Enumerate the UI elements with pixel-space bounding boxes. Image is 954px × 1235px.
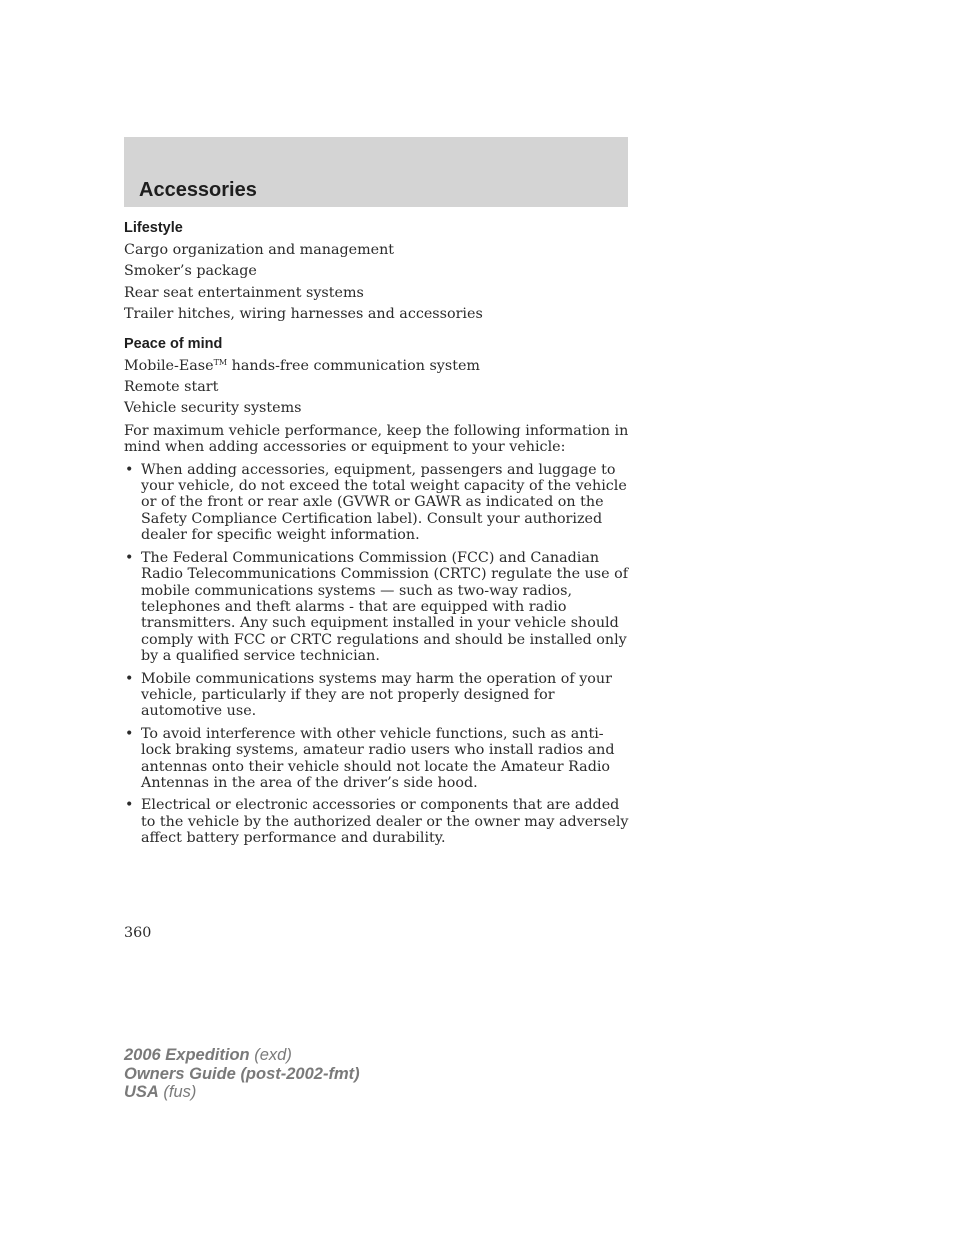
bullet-item xyxy=(124,550,630,665)
bullet-item xyxy=(124,462,630,544)
guidance-bullet-list xyxy=(124,462,630,847)
page-number: 360 xyxy=(124,925,152,941)
footer-line-guide xyxy=(124,1065,360,1084)
bullet-item xyxy=(124,671,630,720)
section-header-band xyxy=(124,137,628,207)
bullet-icon: • xyxy=(125,725,134,742)
footer-market: USA xyxy=(124,1083,159,1101)
bullet-text: To avoid interference with other vehicle functions, such as anti-lock braking systems, amateur radio users who install radios and antennas onto their vehicle should not locate the Amateur Radio Antennas in the area of the driver’s side hood. xyxy=(141,725,615,791)
bullet-icon: • xyxy=(125,461,134,478)
peace-of-mind-heading: Peace of mind xyxy=(124,335,223,352)
bullet-text: When adding accessories, equipment, passengers and luggage to your vehicle, do not exceed the total weight capacity of the vehicle or of the front or rear axle (GVWR or GAWR as indicated on the Safety Compliance Certification label). Consult your authorized dealer for specific weight information. xyxy=(141,461,627,544)
main-content xyxy=(124,219,630,853)
bullet-text: The Federal Communications Commission (FCC) and Canadian Radio Telecommunications Commission (CRTC) regulate the use of mobile communications systems — such as two-way radios, telephones and theft alarms - that are equipped with radio transmitters. Any such equipment installed in your vehicle should comply with FCC or CRTC regulations and should be installed only by a qualified service technician. xyxy=(141,549,629,665)
footer-model: 2006 Expedition xyxy=(124,1046,250,1064)
trademark-mark: TM xyxy=(213,357,228,367)
footer-model-code: (exd) xyxy=(249,1046,292,1064)
bullet-icon: • xyxy=(125,549,134,566)
lifestyle-heading: Lifestyle xyxy=(124,220,183,236)
section-title: Accessories xyxy=(139,179,257,201)
bullet-item xyxy=(124,726,630,792)
bullet-item xyxy=(124,797,630,846)
bullet-icon: • xyxy=(125,797,134,814)
footer-line-model xyxy=(124,1046,360,1065)
lifestyle-item: Rear seat entertainment systems xyxy=(124,284,364,301)
footer-line-market xyxy=(124,1083,360,1102)
bullet-icon: • xyxy=(125,670,134,687)
intro-paragraph: For maximum vehicle performance, keep the following information in mind when adding accessories or equipment to your vehicle: xyxy=(124,422,629,456)
peace-item: Remote start xyxy=(124,379,219,396)
footer-market-code: (fus) xyxy=(158,1083,197,1101)
mobile-ease-name: Mobile-Ease xyxy=(124,357,214,374)
lifestyle-item: Cargo organization and management xyxy=(124,242,395,258)
document-footer xyxy=(124,1046,360,1102)
mobile-ease-description: hands-free communication system xyxy=(227,357,480,374)
bullet-text: Electrical or electronic accessories or components that are added to the vehicle by the authorized dealer or the owner may adversely affect battery performance and durability. xyxy=(141,797,629,847)
peace-item: Vehicle security systems xyxy=(124,400,302,417)
footer-guide: Owners Guide (post-2002-fmt) xyxy=(124,1064,360,1083)
lifestyle-item: Trailer hitches, wiring harnesses and accessories xyxy=(124,306,483,323)
bullet-text: Mobile communications systems may harm the operation of your vehicle, particularly if they are not properly designed for automotive use. xyxy=(141,670,612,720)
peace-item-mobile-ease xyxy=(124,358,630,374)
lifestyle-item: Smoker’s package xyxy=(124,263,257,280)
